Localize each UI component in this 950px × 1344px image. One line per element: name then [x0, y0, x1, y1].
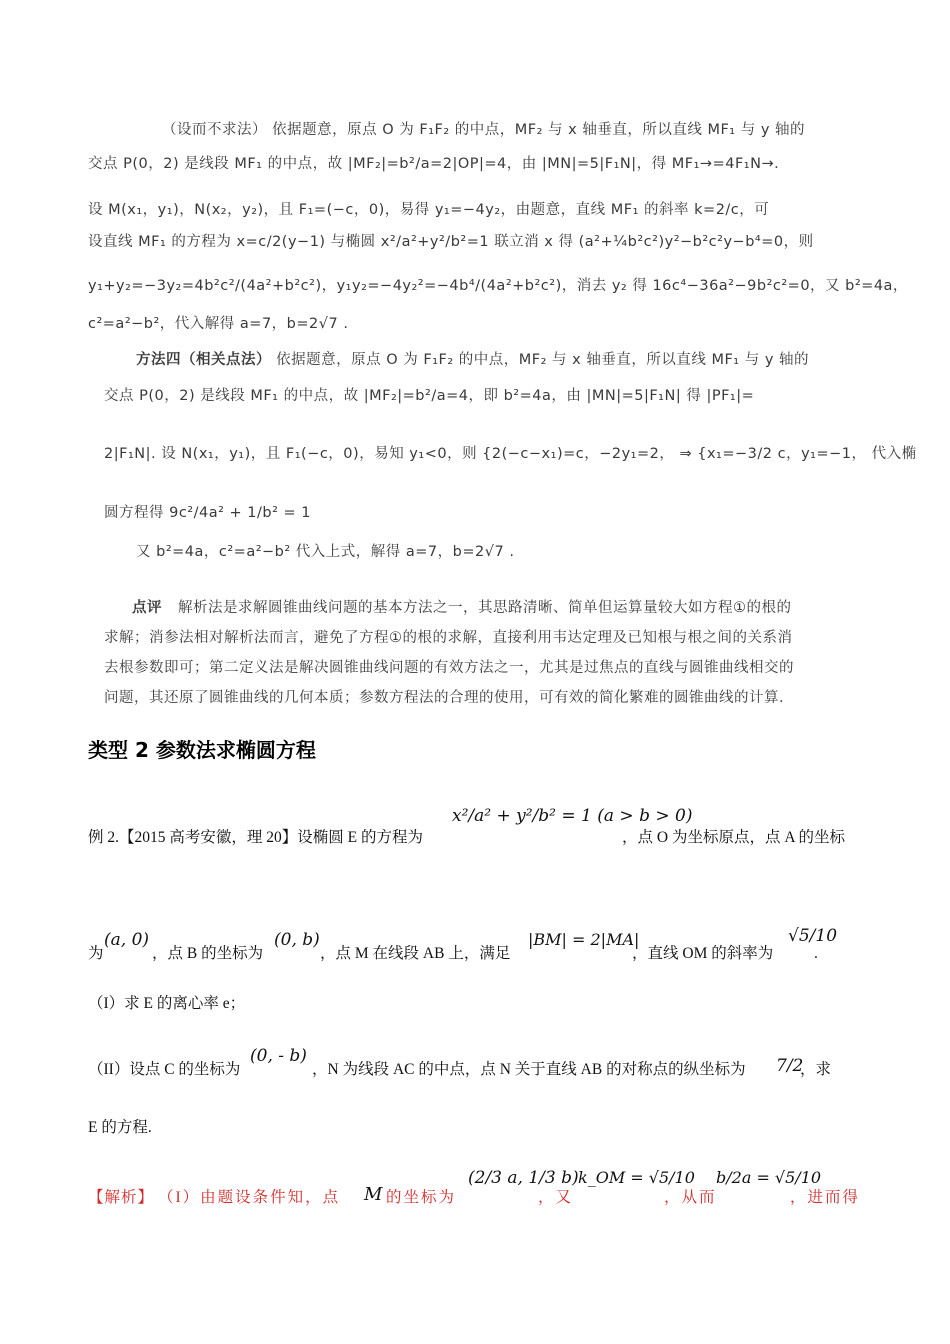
bm-ma-relation: |BM| = 2|MA| — [528, 930, 640, 949]
solution-label: 【解析】 — [88, 1189, 155, 1206]
example-line2-c: ，点 M 在线段 AB 上，满足 — [320, 945, 511, 962]
k-om-value: k_OM = √5/10 — [578, 1168, 695, 1187]
example-intro-a: 例 2.【2015 高考安徽，理 20】设椭圆 E 的方程为 — [88, 829, 423, 846]
question-2-d: E 的方程. — [88, 1119, 152, 1136]
point-m-coord: (2/3 a, 1/3 b) — [468, 1168, 579, 1188]
comment-line-1 — [132, 598, 792, 618]
question-2-c: ，求 — [800, 1061, 832, 1078]
question-2-a: （II）设点 C 的坐标为 — [88, 1061, 241, 1078]
scan-line-1: （设而不求法） 依据题意，原点 O 为 F₁F₂ 的中点，MF₂ 与 x 轴垂直，所以直线 MF₁ 与 y 轴的 — [162, 122, 806, 138]
solution-text-b: 的坐标为 — [386, 1189, 457, 1206]
solution-text-d: ，从而 — [664, 1189, 717, 1206]
example-line2-e: . — [814, 945, 818, 962]
comment-text-1: 解析法是求解圆锥曲线问题的基本方法之一，其思路清晰、简单但运算量较大如方程①的根的 — [178, 600, 792, 616]
scan-line-4: 设直线 MF₁ 的方程为 x=c/2(y−1) 与椭圆 x²/a²+y²/b²=1 联立消 x 得 (a²+¼b²c²)y²−b²c²y−b⁴=0，则 — [88, 234, 814, 250]
ellipse-equation: x²/a² + y²/b² = 1 (a > b > 0) — [452, 806, 693, 826]
scan-line-10: 圆方程得 9c²/4a² + 1/b² = 1 — [104, 505, 312, 521]
comment-line-2: 求解；消参法相对解析法而言，避免了方程①的根的求解，直接利用韦达定理及已知根与根之间的关系消 — [104, 630, 793, 646]
point-a-coord: (a, 0) — [104, 930, 150, 950]
scan-line-7 — [136, 350, 809, 370]
comment-label: 点评 — [132, 600, 162, 616]
solution-text-c: ，又 — [538, 1189, 574, 1206]
solution-text-e: ，进而得 — [790, 1189, 861, 1206]
scan-line-3: 设 M(x₁，y₁)，N(x₂，y₂)，且 F₁=(−c，0)，易得 y₁=−4y₂，由题意，直线 MF₁ 的斜率 k=2/c，可 — [88, 202, 770, 218]
comment-line-4: 问题，其还原了圆锥曲线的几何本质；参数方程法的合理的使用，可有效的简化繁难的圆锥曲线的计算. — [104, 690, 785, 706]
scan-line-9: 2|F₁N|. 设 N(x₁，y₁)，且 F₁(−c，0)，易知 y₁<0，则 {2(−c−x₁)=c，−2y₁=2， ⇒ {x₁=−3/2 c，y₁=−1， 代入椭 — [104, 446, 917, 462]
scan-line-8: 交点 P(0，2) 是线段 MF₁ 的中点，故 |MF₂|=b²/a=4，即 b²=4a，由 |MN|=5|F₁N| 得 |PF₁|= — [104, 388, 755, 404]
example-intro-b: ，点 O 为坐标原点，点 A 的坐标 — [622, 829, 846, 846]
question-2-b: ，N 为线段 AC 的中点，点 N 关于直线 AB 的对称点的纵坐标为 — [312, 1061, 746, 1078]
question-1: （I）求 E 的离心率 e； — [88, 995, 246, 1012]
point-c-coord: (0, - b) — [250, 1046, 307, 1066]
om-slope: √5/10 — [788, 926, 838, 946]
example-line2-a: 为 — [88, 945, 104, 962]
point-m-symbol: M — [364, 1184, 383, 1205]
solution-text-a: （I）由题设条件知，点 — [158, 1189, 341, 1206]
b-over-2a-relation: b/2a = √5/10 — [716, 1168, 822, 1187]
scan-line-6: c²=a²−b²，代入解得 a=7，b=2√7 . — [88, 316, 349, 332]
example-line2-d: ，直线 OM 的斜率为 — [632, 945, 774, 962]
scan-line-11: 又 b²=4a，c²=a²−b² 代入上式，解得 a=7，b=2√7 . — [136, 544, 515, 560]
comment-line-3: 去根参数即可；第二定义法是解决圆锥曲线问题的有效方法之一，尤其是过焦点的直线与圆锥曲线相交的 — [104, 660, 794, 676]
section-heading: 类型 2 参数法求椭圆方程 — [88, 738, 316, 762]
method-four-text: 依据题意，原点 O 为 F₁F₂ 的中点，MF₂ 与 x 轴垂直，所以直线 MF₁ 与 y 轴的 — [271, 352, 810, 368]
point-b-coord: (0, b) — [274, 930, 320, 950]
method-four-title: 方法四（相关点法） — [136, 352, 271, 368]
example-line2-b: ，点 B 的坐标为 — [152, 945, 264, 962]
scan-line-2: 交点 P(0，2) 是线段 MF₁ 的中点，故 |MF₂|=b²/a=2|OP|=4，由 |MN|=5|F₁N|，得 MF₁→=4F₁N→. — [88, 156, 780, 172]
scan-line-5: y₁+y₂=−3y₂=4b²c²/(4a²+b²c²)，y₁y₂=−4y₂²=−4b⁴/(4a²+b²c²)，消去 y₂ 得 16c⁴−36a²−9b²c²=0，又 b²=4a， — [88, 278, 908, 294]
symmetric-y-value: 7/2 — [776, 1056, 804, 1076]
